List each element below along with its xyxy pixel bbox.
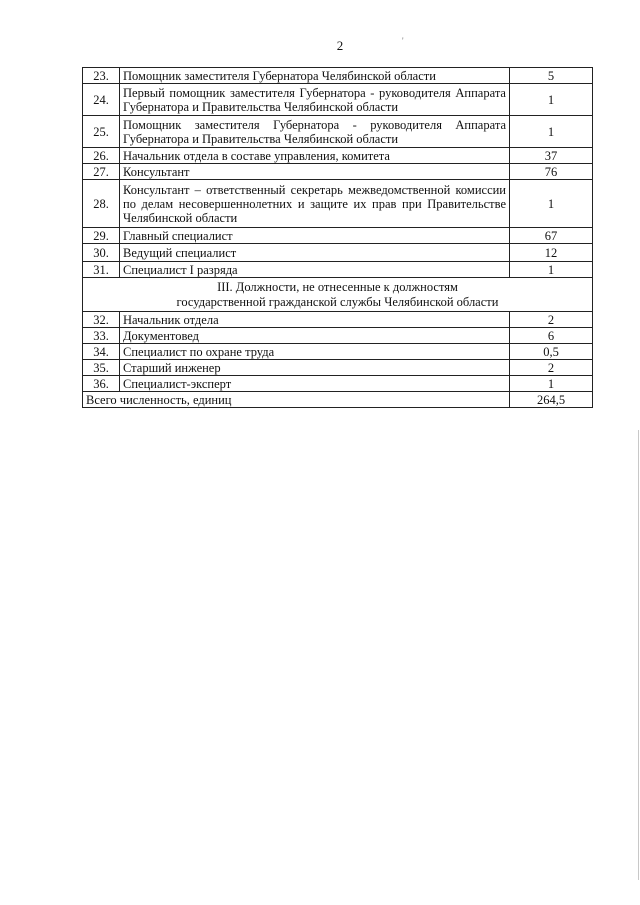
row-number: 35.: [83, 360, 120, 376]
row-number: 27.: [83, 164, 120, 180]
position-title: Первый помощник заместителя Губернатора - руководителя Аппарата Губернатора и Правительства Челябинской области: [120, 84, 510, 116]
position-count: 1: [510, 262, 593, 278]
table-row: [83, 116, 593, 148]
position-count: 5: [510, 68, 593, 84]
position-count: 37: [510, 148, 593, 164]
total-value: 264,5: [510, 392, 593, 408]
row-number: 29.: [83, 228, 120, 244]
position-count: 67: [510, 228, 593, 244]
section-heading-line1: III. Должности, не отнесенные к должностям: [217, 279, 458, 294]
table-row: [83, 148, 593, 164]
position-title: Главный специалист: [120, 228, 510, 244]
row-number: 34.: [83, 344, 120, 360]
staff-table: [82, 67, 593, 408]
position-title: Ведущий специалист: [120, 244, 510, 262]
position-title: Специалист-эксперт: [120, 376, 510, 392]
position-title: Консультант – ответственный секретарь межведомственной комиссии по делам несовершеннолетних и защите их прав при Правительстве Челябинской области: [120, 180, 510, 228]
position-title: Начальник отдела: [120, 312, 510, 328]
table-row: [83, 84, 593, 116]
total-row: [83, 392, 593, 408]
scan-mark: ': [402, 36, 404, 46]
table-row: [83, 344, 593, 360]
row-number: 30.: [83, 244, 120, 262]
table-row: [83, 376, 593, 392]
table-row: [83, 360, 593, 376]
position-title: Начальник отдела в составе управления, комитета: [120, 148, 510, 164]
position-title: Старший инженер: [120, 360, 510, 376]
position-title: Специалист I разряда: [120, 262, 510, 278]
table-row: [83, 68, 593, 84]
section-heading-line2: государственной гражданской службы Челябинской области: [176, 294, 499, 309]
position-count: 2: [510, 312, 593, 328]
table-row: [83, 164, 593, 180]
row-number: 26.: [83, 148, 120, 164]
row-number: 25.: [83, 116, 120, 148]
page-number: 2: [336, 38, 344, 53]
row-number: 31.: [83, 262, 120, 278]
position-count: 1: [510, 84, 593, 116]
position-count: 6: [510, 328, 593, 344]
table-row: [83, 244, 593, 262]
section-heading: [83, 278, 593, 312]
position-count: 2: [510, 360, 593, 376]
position-title: Помощник заместителя Губернатора Челябинской области: [120, 68, 510, 84]
section-header-row: [83, 278, 593, 312]
position-count: 1: [510, 180, 593, 228]
table-row: [83, 180, 593, 228]
total-label: Всего численность, единиц: [83, 392, 510, 408]
position-title: Помощник заместителя Губернатора - руководителя Аппарата Губернатора и Правительства Челябинской области: [120, 116, 510, 148]
row-number: 32.: [83, 312, 120, 328]
row-number: 33.: [83, 328, 120, 344]
row-number: 24.: [83, 84, 120, 116]
table-row: [83, 262, 593, 278]
table-row: [83, 228, 593, 244]
scan-edge-line: [638, 430, 639, 880]
position-count: 1: [510, 116, 593, 148]
position-count: 12: [510, 244, 593, 262]
table-row: [83, 312, 593, 328]
position-title: Консультант: [120, 164, 510, 180]
position-count: 76: [510, 164, 593, 180]
position-count: 0,5: [510, 344, 593, 360]
table-row: [83, 328, 593, 344]
row-number: 23.: [83, 68, 120, 84]
position-count: 1: [510, 376, 593, 392]
position-title: Специалист по охране труда: [120, 344, 510, 360]
row-number: 28.: [83, 180, 120, 228]
row-number: 36.: [83, 376, 120, 392]
position-title: Документовед: [120, 328, 510, 344]
